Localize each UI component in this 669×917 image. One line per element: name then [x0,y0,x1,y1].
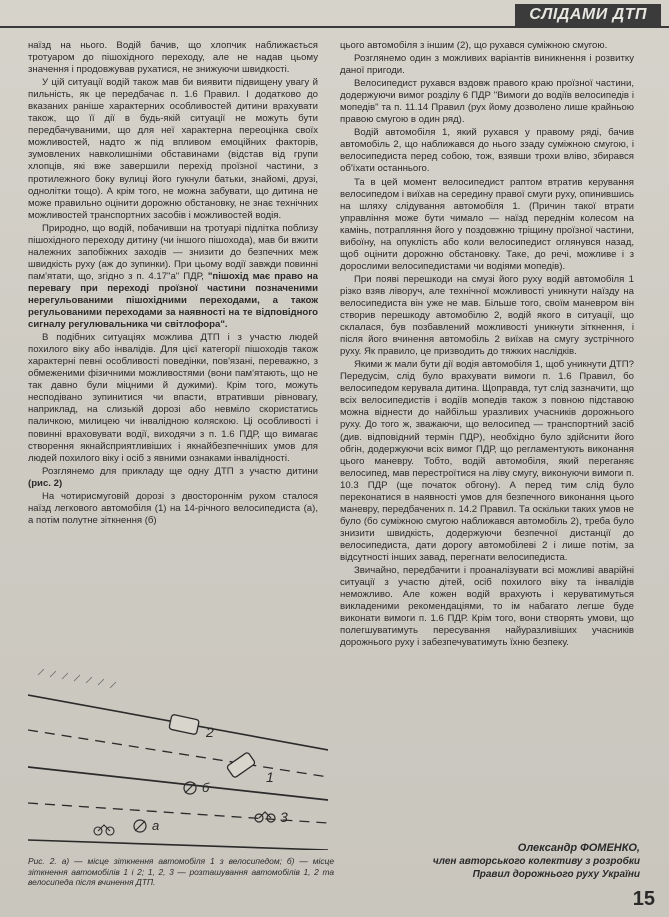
right-column [340,40,634,650]
paragraph: При появі перешкоди на смузі його руху водій автомобіля 1 різко взяв ліворуч, але технічної можливості уникнути наїзду на велосипедиста він уже не мав. Більше того, своїм маневром він створив перешкоду автомобілю 2, водій якого в ситуації, що склалася, був позбавлений можливості уникнути зіткнення, і після його вчинення автомобіль 2 виїхав на смугу зустрічного руху. Як правило, це призводить до тяжких наслідків. [340,273,634,358]
car-2-label: 2 [206,724,214,740]
paragraph: Та в цей момент велосипедист раптом втратив керування велосипедом і виїхав на середину правої смуги руху, опинившись на шляху слідування автомобіля 1. (Причин такої втрати управління може бути чимало — наїзд переднім колесом на камінь, потрапляння його у поздовжню тріщину проїзної частини, вибоїну, на опуклість або коли велосипедист оглянувся назад, щоб оцінити дорожню обстановку. Таке, до речі, можливе і з дорослими велосипедистами чи водіями мопедів). [340,176,634,272]
author-role-line-1: член авторського колективу з розробки [432,856,640,867]
paragraph: На чотирисмуговій дорозі з двостороннім рухом сталося наїзд легкового автомобіля (1) на 14-річного велосипедиста (а), а потім полутне зіткнення (б) [28,490,318,526]
paragraph: Водій автомобіля 1, який рухався у правому ряді, бачив автомобіль 2, що наближався до нього ззаду суміжною смугою, і велосипедиста перед собою, тож, взявши трохи вліво, збирався об'їхати останнього. [340,127,634,175]
left-column [28,40,318,528]
road-edge-bottom [28,840,328,850]
paragraph: В подібних ситуаціях можлива ДТП і з участю людей похилого віку або інвалідів. Для цієї категорії пішоходів також характерні певні особливості поведінки, пов'язані, переважно, з обмеженими фізичними можливостями (вони пам'ятають, що не так давно були міцними й дужими). Крім того, можуть несподівано зупинитися чи впасти, втративши рівновагу, наприклад, на слизькій дорозі або невміло скористатись паличкою, милицею чи інвалідною коляскою. Ці особливості і повинні враховувати водії, виходячи з п. 1.6 ПДР, що вимагає створення якнайсприятливіших і якнайбезпечніших умов для людей похилого віку і осіб з явними ознаками інвалідності. [28,332,318,464]
paragraph: Якими ж мали бути дії водія автомобіля 1, щоб уникнути ДТП? Передусім, слід було врахувати вимоги п. 1.6 Правил, бо велосипедом керувала дитина. Щоправда, тут слід зазначити, що всіх велосипедистів і водіїв мопедів також з повною підставою можна віднести до найбільш уразливих учасників дорожнього руху. До того ж, зважаючи, що велосипед — транспортний засіб (див. відповідний термін ПДР), необхідно було здійснити його обгін, додержуючи всіх вимог ПДР, що регламентують виконання цього маневру. Тобто, водій автомобіля, який переганяє велосипед, мав перестроїтися на ліву смугу, виконуючи вимоги п. 10.3 ПДР (ще початок обгону). А перед тим слід було переконатися в наявності умов для безпечного виконання цього маневру, передбачених п. 14.2 Правил. Та оскільки таких умов не було (бо суміжною смугою наближався автомобіль 2), треба було знизити швидкість, додержуючи безпечної дистанції до велосипедиста, дати дорогу автомобілеві 2 і лише потім, за відсутності інших завад, перегнати велосипедиста. [340,359,634,563]
kerb-hatching [38,669,116,688]
page-number: 15 [632,888,655,910]
bold-quote: "пішохід має право на перевагу при переході проїзної частини позначеними нерегульованими пішохідними переходами, а також регульованими переходами за наявності на те відповідного сигналу регулювальника чи світлофора". [28,270,318,331]
author-name: Олександр ФОМЕНКО, [517,842,640,854]
paragraph: Звичайно, передбачити і проаналізувати всі можливі аварійні ситуації з участю дітей, осіб похилого віку та інвалідів неможливо. Але кожен водій врахують і керуватимуться викладеними рекомендаціями, то ім набагато легше буде виконати вимоги п. 1.6 ПДР. Крім того, вони створять умови, що полегшуватимуть пересування найуразливіших учасників дорожнього руху і забезпечуватимуть їхню безпеку. [340,565,634,649]
car-1-icon [226,752,273,785]
paragraph: Велосипедист рухався вздовж правого краю проїзної частини, додержуючи вимог розділу 6 ПДР "Вимоги до водіїв велосипедів і мопедів" та п. 11.14 Правил (рух йому дозволено лише крайньою правою смугою в один ряд). [340,78,634,126]
author-role-line-2: Правил дорожнього руху України [472,869,640,880]
impact-point-a-icon [134,818,159,833]
road-sketch [28,655,328,850]
car-2-icon [169,714,214,740]
paragraph: У цій ситуації водій також мав би виявити підвищену увагу й пильність, як це передбачає п. 1.6 Правил. І додатково до вказаних раніше характерних особливостей дитини врахувати також, що її дії в будь-якій ситуації не можуть бути передбачуваними, що для неї характерна переоцінка своїх можливостей, надто ж під впливом емоційних факторів, зумовлених навколишніми обставинами (відстав від групи хлопців, які вже завершили перехід проїзної частини, з протилежного боку вулиці його гукнули батьки, знайомі, друзі, однолітки тощо). А крім того, не можна забувати, що дитина не може правильно оцінити дорожню обстановку, не знає технічних можливостей транспортних засобів і можливостей водія. [28,77,318,221]
section-title: СЛІДАМИ ДТП [515,4,661,26]
lane-line-1 [28,730,328,777]
paragraph: Розглянемо для прикладу ще одну ДТП з участю дитини (рис. 2) [28,465,318,489]
figure-caption: Рис. 2. а) — місце зіткнення автомобіля 1 з велосипедом; б) — місце зіткнення автомобілів 1 і 2; 1, 2, 3 — розташування автомобілів 1, 2 та велосипеда після вчинення ДТП. [28,856,334,887]
figure-reference: (рис. 2) [28,477,63,489]
accident-diagram [28,655,328,850]
paragraph: цього автомобіля з іншим (2), що рухався суміжною смугою. [340,40,608,51]
center-line [28,767,328,800]
paragraph: Розглянемо один з можливих варіантів виникнення і розвитку даної пригоди. [340,53,634,77]
point-a-label: а [152,818,160,833]
point-b-label: б [202,780,210,795]
bicycle-3-icon [255,809,288,825]
bicycle-3-label: 3 [280,809,288,825]
author-signature [340,842,640,881]
paragraph: Природно, що водій, побачивши на тротуарі підлітка поблизу пішохідного переходу дитину (чи іншого пішохода), мав би вжити належних запобіжних заходів — знизити до безпечних меж швидкість руху (аж до зупинки). При цьому водії завжди повинні пам'ятати, що, згідно з п. 4.17"а" ПДР, "пішохід має право на перевагу при переході проїзної частини позначеними нерегульованими пішохідними переходами, а також регульованими переходами за наявності на те відповідного сигналу регулювальника чи світлофора". [28,222,318,331]
impact-point-b-icon [184,780,210,795]
paragraph: наїзд на нього. Водій бачив, що хлопчик наближається тротуаром до пішохідного переходу, але не надав цьому значення і продовжував рухатися, не знижуючи швидкості. [28,40,318,76]
car-1-label: 1 [266,769,274,785]
cyclist-icon [94,825,114,835]
